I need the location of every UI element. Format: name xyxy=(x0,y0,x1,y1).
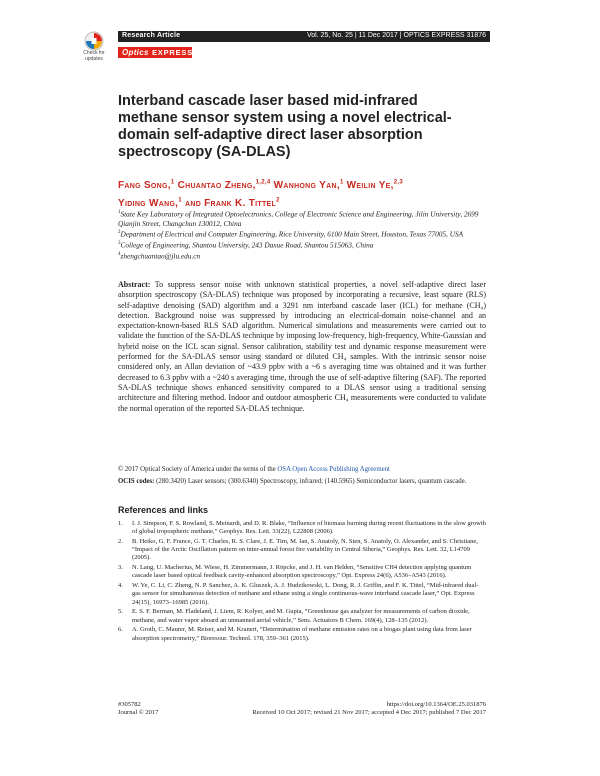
author: Fang Song,$^1$ xyxy=(118,180,175,192)
check-updates-label[interactable]: Check for updates xyxy=(83,50,105,62)
abstract xyxy=(118,280,486,414)
author: Wanhong Yan,$^1$ xyxy=(273,180,344,192)
article-type: Research Article xyxy=(122,32,181,39)
article-id: #305782 xyxy=(118,701,141,708)
reference-item: 5. E. S. F. Berman, M. Fladeland, J. Liem, R. Kolyer, and M. Gupta, “Greenhouse gas analyzer for measurements of carbon dioxide, methane, and water vapor aboard an unmanned aerial vehicle,” Sens. Actuators B Chem. 169(4), 128–135 (2012). xyxy=(118,608,470,624)
affiliation: $^3$College of Engineering, Shantou University, 243 Daxue Road, Shantou 515063, China xyxy=(118,240,374,250)
affiliation: $^2$Department of Electrical and Computer Engineering, Rice University, 6100 Main Street, Houston, Texas 77005, USA xyxy=(118,229,464,239)
copyright: © 2017 Optical Society of America under the terms of the OSA Open Access Publishing Agreement xyxy=(118,466,390,473)
doi-link[interactable]: https://doi.org/10.1364/OE.25.031876 xyxy=(386,701,486,708)
journal-word-optics: Optics xyxy=(122,48,149,57)
abstract-text: To suppress sensor noise with unknown statistical properties, a novel self-adaptive direct laser absorption spectroscopy (SA-DLAS) technique was proposed by incorporating a recursive, least square (RLS) self-adaptive denoising (SAD) algorithm and a 3291 nm interband cascade laser (ICL) for methane (CH₄) detection. Background noise was suppressed by introducing an electrical-domain noise-channel and an expectation-known-based RLS SAD algorithm. Numerical simulations and measurements were carried out to validate the function of the SA-DLAS technique by imposing low-frequency, high-frequency, White-Gaussian and hybrid noise on the ICL scan signal. Sensor calibration, stability test and dynamic response measurement were performed for the SA-DLAS sensor using standard or diluted CH₄ samples. With the intrinsic sensor noise considered only, an Allan deviation of ~43.9 ppbv with a ~6 s averaging time was obtained and it was further decreased to 6.3 ppbv with a ~240 s averaging time, through the use of self-adaptive filtering (SAF). The reported SA-DLAS technique shows enhanced sensitivity compared to a DLAS sensor using a traditional sensing architecture and filtering method. Indoor and outdoor atmospheric CH₄ measurements were conducted to validate the normal operation of the reported SA-DLAS technique. xyxy=(118,280,486,413)
license-link[interactable]: OSA Open Access Publishing Agreement xyxy=(277,466,390,473)
footer-right xyxy=(250,701,486,717)
author: and Frank K. Tittel$^2$ xyxy=(185,197,280,209)
publication-dates: Received 10 Oct 2017; revised 21 Nov 2017; accepted 4 Dec 2017; published 7 Dec 2017 xyxy=(252,709,486,716)
affiliation: $^1$State Key Laboratory of Integrated Optoelectronics, College of Electronic Science and Engineering, Jilin University, 2699 Qianjin Street, Changchun 130012, China xyxy=(118,209,479,228)
paper-title: Interband cascade laser based mid-infrared methane sensor system using a novel electrical-domain self-adaptive direct laser absorption spectroscopy (SA-DLAS) xyxy=(118,93,452,160)
reference-list xyxy=(118,520,486,644)
author: Weilin Ye,$^{2,3}$ xyxy=(346,180,403,192)
journal-copyright: Journal © 2017 xyxy=(118,709,159,716)
reference-item: 4. W. Ye, C. Li, C. Zheng, N. P. Sanchez, A. K. Gluszek, A. J. Hudzikowski, L. Dong, R. J. Griffin, and F. K. Tittel, “Mid-infrared dual-gas sensor for simultaneous detection of methane and ethane using a single continuous-wave interband cascade laser,” Opt. Express 24(15), 16973–16985 (2016). xyxy=(118,582,479,606)
ocis-codes xyxy=(118,477,486,486)
references-heading: References and links xyxy=(118,505,209,515)
journal-logo xyxy=(118,47,192,58)
footer-left xyxy=(118,701,158,717)
reference-item: 2. B. Heiko, G. F. France, G. T. Charles, R. S. Clare, J. E. Tim, M. Ian, S. Anatoly, N. Sten, S. Anatoly, O. Alexander, and S. Christiane, “Impact of the Arctic Oscillation pattern on inter-annual forest fire variability in Central Siberia,” Geophys. Res. Lett. 32, L14709 (2005). xyxy=(118,538,478,562)
ocis-label: OCIS codes: xyxy=(118,478,155,485)
reference-item: 6. A. Groth, C. Maurer, M. Reiser, and M. Kranert, “Determination of methane emission rates on a biogas plant using data from laser absorption spectrometry,” Bioresour. Technol. 178, 359–361 (2015). xyxy=(118,626,472,642)
affiliations xyxy=(118,208,486,261)
author: Chuantao Zheng,$^{1,2,4}$ xyxy=(177,180,271,192)
reference-item: 1. I. J. Simpson, F. S. Rowland, S. Meinardi, and D. R. Blake, “Influence of biomass burning during recent fluctuations in the slow growth of global tropospheric methane,” Geophys. Res. Lett. 33(22), L22808 (2006). xyxy=(118,520,486,536)
affiliation-email[interactable]: $^4$zhengchuantao@jlu.edu.cn xyxy=(118,251,201,261)
citation: Vol. 25, No. 25 | 11 Dec 2017 | OPTICS EXPRESS 31876 xyxy=(307,32,486,39)
journal-word-express: EXPRESS xyxy=(152,48,194,57)
author-list xyxy=(118,176,478,211)
abstract-label: Abstract: xyxy=(118,280,151,289)
author: Yiding Wang,$^1$ xyxy=(118,197,182,209)
reference-item: 3. N. Lang, U. Macherius, M. Wiese, H. Zimmermann, J. Röpcke, and J. H. van Helden, “Sensitive CH4 detection applying quantum cascade laser based optical feedback cavity-enhanced absorption spectroscopy,” Opt. Express 24(6), A536–A543 (2016). xyxy=(118,564,472,580)
ocis-text: (280.3420) Laser sensors; (300.6340) Spectroscopy, infrared; (140.5965) Semiconductor lasers, quantum cascade. xyxy=(156,478,467,485)
